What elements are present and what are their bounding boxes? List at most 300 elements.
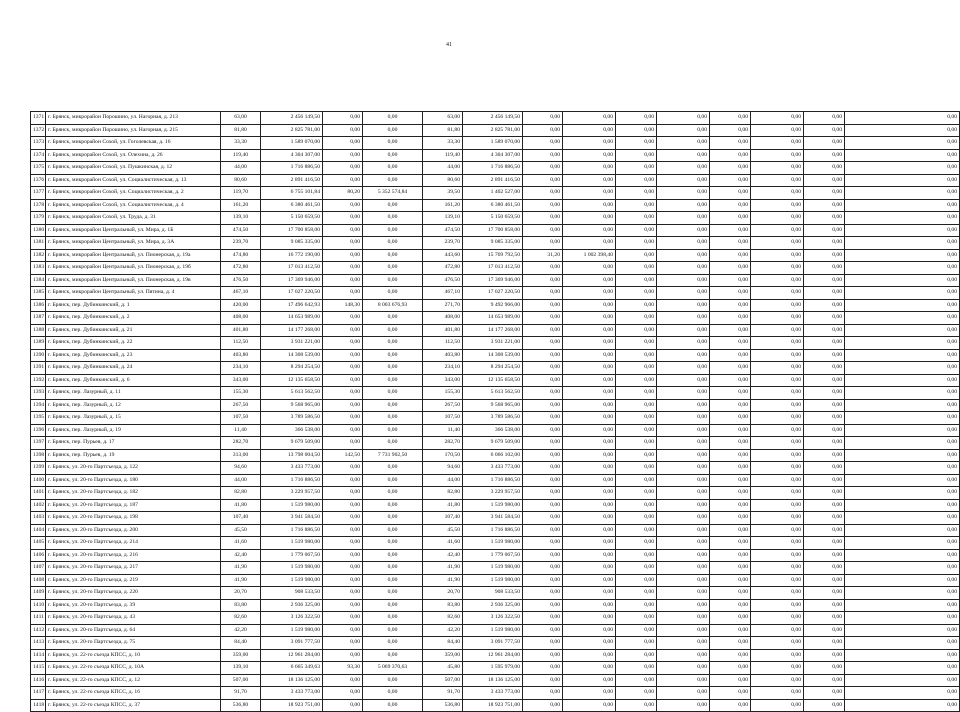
cost-col-5-cell: 0,00 — [751, 499, 804, 512]
area-col-3-cell: 0,00 — [523, 349, 563, 362]
cost-col-6-cell: 0,00 — [845, 149, 960, 162]
cost-col-2-cell: 18 923 751,00 — [463, 699, 523, 712]
row-number-cell: 1379 — [31, 212, 46, 225]
cost-col-4-cell: 0,00 — [657, 462, 710, 475]
total-area-cell: 81,80 — [221, 124, 261, 137]
area-col-4-cell: 0,00 — [616, 637, 657, 650]
address-cell: г. Брянск, пер. Дубинкинский, д. 24 — [46, 362, 221, 375]
area-col-2-cell: 42,20 — [423, 624, 463, 637]
cost-col-6-cell: 0,00 — [845, 262, 960, 275]
cost-col-4-cell: 0,00 — [657, 524, 710, 537]
total-cost-cell: 6 665 349,63 — [261, 662, 323, 675]
row-number-cell: 1380 — [31, 224, 46, 237]
area-col-6-cell: 0,00 — [804, 524, 845, 537]
total-cost-cell: 6 380 461,50 — [261, 199, 323, 212]
cost-col-6-cell: 0,00 — [845, 599, 960, 612]
area-col-5-cell: 0,00 — [710, 299, 751, 312]
area-col-6-cell: 0,00 — [804, 274, 845, 287]
area-col-2-cell: 343,00 — [423, 374, 463, 387]
area-col-5-cell: 0,00 — [710, 674, 751, 687]
cost-col-6-cell: 0,00 — [845, 349, 960, 362]
cost-col-2-cell: 1 519 980,00 — [463, 574, 523, 587]
area-col-3-cell: 0,00 — [523, 387, 563, 400]
area-col-5-cell: 0,00 — [710, 424, 751, 437]
area-col-5-cell: 0,00 — [710, 474, 751, 487]
row-number-cell: 1386 — [31, 299, 46, 312]
total-cost-cell: 2 891 416,50 — [261, 174, 323, 187]
area-col-3-cell: 0,00 — [523, 324, 563, 337]
total-cost-cell: 1 519 980,00 — [261, 574, 323, 587]
address-cell: г. Брянск, микрорайон Центральный, ул. Пионерская, д. 19а — [46, 249, 221, 262]
area-col-2-cell: 239,70 — [423, 237, 463, 250]
total-cost-cell: 16 772 190,00 — [261, 249, 323, 262]
cost-col-2-cell: 1 519 980,00 — [463, 562, 523, 575]
area-col-2-cell: 81,80 — [423, 124, 463, 137]
area-col-6-cell: 0,00 — [804, 537, 845, 550]
cost-col-5-cell: 0,00 — [751, 162, 804, 175]
table-row — [31, 524, 960, 537]
total-area-cell: 408,00 — [221, 312, 261, 325]
cost-col-6-cell: 0,00 — [845, 637, 960, 650]
cost-col-2-cell: 18 136 125,00 — [463, 674, 523, 687]
area-col-5-cell: 0,00 — [710, 362, 751, 375]
row-number-cell: 1408 — [31, 574, 46, 587]
area-col-4-cell: 0,00 — [616, 699, 657, 712]
cost-col-5-cell: 0,00 — [751, 337, 804, 350]
total-cost-cell: 3 126 322,50 — [261, 612, 323, 625]
cost-col-2-cell: 366 538,00 — [463, 424, 523, 437]
address-cell: г. Брянск, микрорайон Центральный, ул. Мира, д. 1Б — [46, 224, 221, 237]
cost-col-2-cell: 3 433 773,00 — [463, 462, 523, 475]
row-number-cell: 1372 — [31, 124, 46, 137]
cost-col-5-cell: 0,00 — [751, 437, 804, 450]
cost-col-1-cell: 0,00 — [363, 424, 423, 437]
area-col-3-cell: 0,00 — [523, 362, 563, 375]
area-col-3-cell: 0,00 — [523, 287, 563, 300]
cost-col-3-cell: 0,00 — [563, 599, 616, 612]
total-area-cell: 476,50 — [221, 274, 261, 287]
total-area-cell: 42,20 — [221, 624, 261, 637]
total-cost-cell: 14 308 539,00 — [261, 349, 323, 362]
area-col-2-cell: 82,60 — [423, 612, 463, 625]
area-col-3-cell: 0,00 — [523, 437, 563, 450]
cost-col-6-cell: 0,00 — [845, 199, 960, 212]
area-col-1-cell: 0,00 — [323, 637, 363, 650]
row-number-cell: 1375 — [31, 162, 46, 175]
area-col-4-cell: 0,00 — [616, 149, 657, 162]
table-row — [31, 424, 960, 437]
cost-col-1-cell: 0,00 — [363, 474, 423, 487]
area-col-5-cell: 0,00 — [710, 387, 751, 400]
cost-col-4-cell: 0,00 — [657, 424, 710, 437]
address-cell: г. Брянск, микрорайон Сохой, ул. Труда, д. 31 — [46, 212, 221, 225]
area-col-1-cell: 0,00 — [323, 549, 363, 562]
area-col-1-cell: 148,30 — [323, 299, 363, 312]
area-col-4-cell: 0,00 — [616, 399, 657, 412]
area-col-1-cell: 0,00 — [323, 474, 363, 487]
cost-col-3-cell: 0,00 — [563, 474, 616, 487]
cost-col-1-cell: 0,00 — [363, 562, 423, 575]
area-col-3-cell: 0,00 — [523, 637, 563, 650]
cost-col-4-cell: 0,00 — [657, 199, 710, 212]
area-col-4-cell: 0,00 — [616, 674, 657, 687]
cost-col-5-cell: 0,00 — [751, 524, 804, 537]
area-col-5-cell: 0,00 — [710, 174, 751, 187]
cost-col-5-cell: 0,00 — [751, 487, 804, 500]
cost-col-6-cell: 0,00 — [845, 237, 960, 250]
table-row — [31, 262, 960, 275]
table-row — [31, 512, 960, 525]
cost-col-1-cell: 0,00 — [363, 637, 423, 650]
total-cost-cell: 3 091 777,50 — [261, 637, 323, 650]
total-cost-cell: 4 304 307,00 — [261, 149, 323, 162]
area-col-4-cell: 0,00 — [616, 237, 657, 250]
cost-col-5-cell: 0,00 — [751, 574, 804, 587]
area-col-3-cell: 0,00 — [523, 587, 563, 600]
area-col-6-cell: 0,00 — [804, 187, 845, 200]
area-col-6-cell: 0,00 — [804, 649, 845, 662]
total-area-cell: 112,50 — [221, 337, 261, 350]
area-col-4-cell: 0,00 — [616, 537, 657, 550]
area-col-3-cell: 0,00 — [523, 224, 563, 237]
total-cost-cell: 1 589 070,00 — [261, 137, 323, 150]
area-col-4-cell: 0,00 — [616, 424, 657, 437]
cost-col-2-cell: 9 085 335,00 — [463, 237, 523, 250]
area-col-1-cell: 0,00 — [323, 312, 363, 325]
cost-col-4-cell: 0,00 — [657, 124, 710, 137]
cost-col-6-cell: 0,00 — [845, 187, 960, 200]
area-col-5-cell: 0,00 — [710, 662, 751, 675]
area-col-4-cell: 0,00 — [616, 349, 657, 362]
area-col-6-cell: 0,00 — [804, 549, 845, 562]
table-row — [31, 649, 960, 662]
area-col-1-cell: 0,00 — [323, 287, 363, 300]
row-number-cell: 1405 — [31, 537, 46, 550]
area-col-6-cell: 0,00 — [804, 224, 845, 237]
cost-col-5-cell: 0,00 — [751, 112, 804, 125]
area-col-6-cell: 0,00 — [804, 574, 845, 587]
total-area-cell: 11,40 — [221, 424, 261, 437]
table-row — [31, 699, 960, 712]
total-cost-cell: 5 613 562,50 — [261, 387, 323, 400]
area-col-5-cell: 0,00 — [710, 274, 751, 287]
cost-col-4-cell: 0,00 — [657, 349, 710, 362]
cost-col-1-cell: 0,00 — [363, 112, 423, 125]
total-cost-cell: 14 653 989,00 — [261, 312, 323, 325]
cost-col-6-cell: 0,00 — [845, 324, 960, 337]
area-col-6-cell: 0,00 — [804, 499, 845, 512]
table-row — [31, 324, 960, 337]
total-area-cell: 161,20 — [221, 199, 261, 212]
cost-col-3-cell: 0,00 — [563, 424, 616, 437]
cost-col-5-cell: 0,00 — [751, 674, 804, 687]
row-number-cell: 1414 — [31, 649, 46, 662]
total-cost-cell: 18 923 751,00 — [261, 699, 323, 712]
row-number-cell: 1373 — [31, 137, 46, 150]
address-cell: г. Брянск, ул. 22-го съезда КПСС, д. 37 — [46, 699, 221, 712]
cost-col-2-cell: 3 229 957,50 — [463, 487, 523, 500]
area-col-5-cell: 0,00 — [710, 412, 751, 425]
address-cell: г. Брянск, ул. 20-го Партсъезда, д. 182 — [46, 487, 221, 500]
cost-col-2-cell: 14 653 989,00 — [463, 312, 523, 325]
row-number-cell: 1377 — [31, 187, 46, 200]
area-col-3-cell: 0,00 — [523, 162, 563, 175]
total-area-cell: 234,10 — [221, 362, 261, 375]
area-col-3-cell: 0,00 — [523, 299, 563, 312]
area-col-4-cell: 0,00 — [616, 137, 657, 150]
cost-col-2-cell: 14 177 268,00 — [463, 324, 523, 337]
area-col-6-cell: 0,00 — [804, 412, 845, 425]
table-row — [31, 549, 960, 562]
area-col-4-cell: 0,00 — [616, 687, 657, 700]
cost-col-5-cell: 0,00 — [751, 124, 804, 137]
area-col-6-cell: 0,00 — [804, 137, 845, 150]
row-number-cell: 1409 — [31, 587, 46, 600]
total-cost-cell: 3 433 773,00 — [261, 462, 323, 475]
total-cost-cell: 3 229 957,50 — [261, 487, 323, 500]
area-col-2-cell: 83,80 — [423, 599, 463, 612]
cost-col-1-cell: 0,00 — [363, 162, 423, 175]
area-col-5-cell: 0,00 — [710, 124, 751, 137]
area-col-3-cell: 0,00 — [523, 337, 563, 350]
cost-col-5-cell: 0,00 — [751, 212, 804, 225]
total-area-cell: 94,60 — [221, 462, 261, 475]
area-col-2-cell: 41,90 — [423, 562, 463, 575]
total-cost-cell: 17 013 412,50 — [261, 262, 323, 275]
cost-col-1-cell: 0,00 — [363, 312, 423, 325]
address-cell: г. Брянск, пер. Лазурный, д. 11 — [46, 387, 221, 400]
cost-col-3-cell: 0,00 — [563, 124, 616, 137]
area-col-1-cell: 0,00 — [323, 487, 363, 500]
cost-col-6-cell: 0,00 — [845, 424, 960, 437]
area-col-6-cell: 0,00 — [804, 249, 845, 262]
address-cell: г. Брянск, микрорайон Центральный, ул. Пионерская, д. 19в — [46, 274, 221, 287]
table-row — [31, 387, 960, 400]
area-col-5-cell: 0,00 — [710, 537, 751, 550]
cost-col-4-cell: 0,00 — [657, 587, 710, 600]
total-area-cell: 91,70 — [221, 687, 261, 700]
area-col-2-cell: 170,50 — [423, 449, 463, 462]
total-cost-cell: 3 941 584,50 — [261, 512, 323, 525]
area-col-4-cell: 0,00 — [616, 387, 657, 400]
area-col-6-cell: 0,00 — [804, 287, 845, 300]
cost-col-2-cell: 1 402 527,00 — [463, 187, 523, 200]
address-cell: г. Брянск, пер. Лазурный, д. 12 — [46, 399, 221, 412]
area-col-6-cell: 0,00 — [804, 587, 845, 600]
cost-col-4-cell: 0,00 — [657, 562, 710, 575]
cost-col-6-cell: 0,00 — [845, 212, 960, 225]
area-col-4-cell: 0,00 — [616, 412, 657, 425]
area-col-5-cell: 0,00 — [710, 212, 751, 225]
area-col-4-cell: 0,00 — [616, 112, 657, 125]
area-col-4-cell: 0,00 — [616, 212, 657, 225]
cost-col-1-cell: 0,00 — [363, 487, 423, 500]
row-number-cell: 1395 — [31, 412, 46, 425]
cost-col-1-cell: 0,00 — [363, 337, 423, 350]
cost-col-5-cell: 0,00 — [751, 287, 804, 300]
total-cost-cell: 1 779 067,50 — [261, 549, 323, 562]
area-col-1-cell: 0,00 — [323, 412, 363, 425]
area-col-2-cell: 91,70 — [423, 687, 463, 700]
cost-col-2-cell: 1 779 067,50 — [463, 549, 523, 562]
area-col-1-cell: 0,00 — [323, 174, 363, 187]
area-col-1-cell: 80,20 — [323, 187, 363, 200]
page-number: 41 — [446, 42, 452, 48]
area-col-6-cell: 0,00 — [804, 362, 845, 375]
area-col-3-cell: 0,00 — [523, 699, 563, 712]
cost-col-3-cell: 0,00 — [563, 374, 616, 387]
cost-col-4-cell: 0,00 — [657, 549, 710, 562]
area-col-3-cell: 0,00 — [523, 262, 563, 275]
cost-col-5-cell: 0,00 — [751, 649, 804, 662]
total-cost-cell: 9 679 509,00 — [261, 437, 323, 450]
cost-col-3-cell: 0,00 — [563, 674, 616, 687]
area-col-1-cell: 0,00 — [323, 237, 363, 250]
cost-col-3-cell: 0,00 — [563, 699, 616, 712]
area-col-5-cell: 0,00 — [710, 562, 751, 575]
cost-col-1-cell: 0,00 — [363, 549, 423, 562]
area-col-4-cell: 0,00 — [616, 274, 657, 287]
address-cell: г. Брянск, ул. 20-го Партсъезда, д. 180 — [46, 474, 221, 487]
cost-col-2-cell: 1 716 886,50 — [463, 162, 523, 175]
cost-col-5-cell: 0,00 — [751, 137, 804, 150]
cost-col-3-cell: 0,00 — [563, 287, 616, 300]
area-col-4-cell: 0,00 — [616, 337, 657, 350]
table-row — [31, 462, 960, 475]
area-col-1-cell: 0,00 — [323, 387, 363, 400]
area-col-6-cell: 0,00 — [804, 624, 845, 637]
area-col-2-cell: 476,50 — [423, 274, 463, 287]
cost-col-5-cell: 0,00 — [751, 174, 804, 187]
cost-col-3-cell: 0,00 — [563, 449, 616, 462]
address-cell: г. Брянск, микрорайон Сохой, ул. Социалистическая, д. 4 — [46, 199, 221, 212]
area-col-3-cell: 0,00 — [523, 174, 563, 187]
cost-col-4-cell: 0,00 — [657, 599, 710, 612]
row-number-cell: 1381 — [31, 237, 46, 250]
address-cell: г. Брянск, микрорайон Порошино, ул. Нагорная, д. 213 — [46, 112, 221, 125]
cost-col-4-cell: 0,00 — [657, 399, 710, 412]
cost-col-4-cell: 0,00 — [657, 487, 710, 500]
area-col-4-cell: 0,00 — [616, 287, 657, 300]
total-cost-cell: 3 931 221,00 — [261, 337, 323, 350]
total-area-cell: 42,40 — [221, 549, 261, 562]
cost-col-6-cell: 0,00 — [845, 112, 960, 125]
area-col-4-cell: 0,00 — [616, 262, 657, 275]
cost-col-3-cell: 0,00 — [563, 549, 616, 562]
cost-col-3-cell: 0,00 — [563, 687, 616, 700]
cost-col-1-cell: 0,00 — [363, 699, 423, 712]
total-cost-cell: 9 085 335,00 — [261, 237, 323, 250]
area-col-5-cell: 0,00 — [710, 137, 751, 150]
area-col-3-cell: 0,00 — [523, 537, 563, 550]
area-col-5-cell: 0,00 — [710, 337, 751, 350]
area-col-4-cell: 0,00 — [616, 487, 657, 500]
cost-col-4-cell: 0,00 — [657, 387, 710, 400]
row-number-cell: 1394 — [31, 399, 46, 412]
area-col-4-cell: 0,00 — [616, 374, 657, 387]
cost-col-6-cell: 0,00 — [845, 437, 960, 450]
cost-col-6-cell: 0,00 — [845, 399, 960, 412]
row-number-cell: 1382 — [31, 249, 46, 262]
cost-col-3-cell: 0,00 — [563, 224, 616, 237]
area-col-3-cell: 0,00 — [523, 424, 563, 437]
area-col-1-cell: 0,00 — [323, 337, 363, 350]
cost-col-3-cell: 0,00 — [563, 199, 616, 212]
area-col-1-cell: 0,00 — [323, 562, 363, 575]
row-number-cell: 1403 — [31, 512, 46, 525]
table-row — [31, 537, 960, 550]
total-cost-cell: 1 519 980,00 — [261, 499, 323, 512]
cost-col-3-cell: 0,00 — [563, 299, 616, 312]
area-col-2-cell: 94,60 — [423, 462, 463, 475]
cost-col-1-cell: 0,00 — [363, 274, 423, 287]
address-cell: г. Брянск, пер. Пурьев, д. 19 — [46, 449, 221, 462]
cost-col-2-cell: 9 492 966,00 — [463, 299, 523, 312]
area-col-1-cell: 0,00 — [323, 324, 363, 337]
cost-col-5-cell: 0,00 — [751, 224, 804, 237]
cost-col-5-cell: 0,00 — [751, 399, 804, 412]
row-number-cell: 1385 — [31, 287, 46, 300]
cost-col-3-cell: 0,00 — [563, 349, 616, 362]
area-col-2-cell: 84,40 — [423, 637, 463, 650]
cost-col-5-cell: 0,00 — [751, 699, 804, 712]
address-cell: г. Брянск, пер. Лазурный, д. 19 — [46, 424, 221, 437]
cost-col-5-cell: 0,00 — [751, 237, 804, 250]
address-cell: г. Брянск, микрорайон Сохой, ул. Социалистическая, д. 13 — [46, 174, 221, 187]
total-cost-cell: 1 519 980,00 — [261, 624, 323, 637]
row-number-cell: 1415 — [31, 662, 46, 675]
row-number-cell: 1399 — [31, 462, 46, 475]
cost-col-1-cell: 0,00 — [363, 624, 423, 637]
table-row — [31, 412, 960, 425]
area-col-4-cell: 0,00 — [616, 649, 657, 662]
area-col-2-cell: 82,80 — [423, 487, 463, 500]
cost-col-6-cell: 0,00 — [845, 274, 960, 287]
area-col-1-cell: 0,00 — [323, 249, 363, 262]
total-cost-cell: 17 369 946,00 — [261, 274, 323, 287]
cost-col-6-cell: 0,00 — [845, 162, 960, 175]
row-number-cell: 1371 — [31, 112, 46, 125]
area-col-1-cell: 0,00 — [323, 499, 363, 512]
cost-col-1-cell: 0,00 — [363, 537, 423, 550]
total-area-cell: 359,00 — [221, 649, 261, 662]
cost-col-6-cell: 0,00 — [845, 674, 960, 687]
area-col-3-cell: 0,00 — [523, 474, 563, 487]
cost-col-2-cell: 908 533,50 — [463, 587, 523, 600]
row-number-cell: 1400 — [31, 474, 46, 487]
area-col-4-cell: 0,00 — [616, 187, 657, 200]
address-cell: г. Брянск, ул. 20-го Партсъезда, д. 216 — [46, 549, 221, 562]
area-col-2-cell: 42,40 — [423, 549, 463, 562]
area-col-1-cell: 0,00 — [323, 599, 363, 612]
cost-col-1-cell: 0,00 — [363, 599, 423, 612]
total-cost-cell: 2 825 781,00 — [261, 124, 323, 137]
area-col-1-cell: 0,00 — [323, 699, 363, 712]
area-col-3-cell: 0,00 — [523, 187, 563, 200]
area-col-2-cell: 41,90 — [423, 574, 463, 587]
cost-col-4-cell: 0,00 — [657, 437, 710, 450]
cost-col-3-cell: 0,00 — [563, 174, 616, 187]
total-area-cell: 33,30 — [221, 137, 261, 150]
area-col-6-cell: 0,00 — [804, 437, 845, 450]
row-number-cell: 1404 — [31, 524, 46, 537]
cost-col-2-cell: 12 135 658,50 — [463, 374, 523, 387]
cost-col-2-cell: 1 595 979,00 — [463, 662, 523, 675]
area-col-3-cell: 0,00 — [523, 374, 563, 387]
total-area-cell: 507,00 — [221, 674, 261, 687]
table-row — [31, 662, 960, 675]
cost-col-1-cell: 0,00 — [363, 387, 423, 400]
